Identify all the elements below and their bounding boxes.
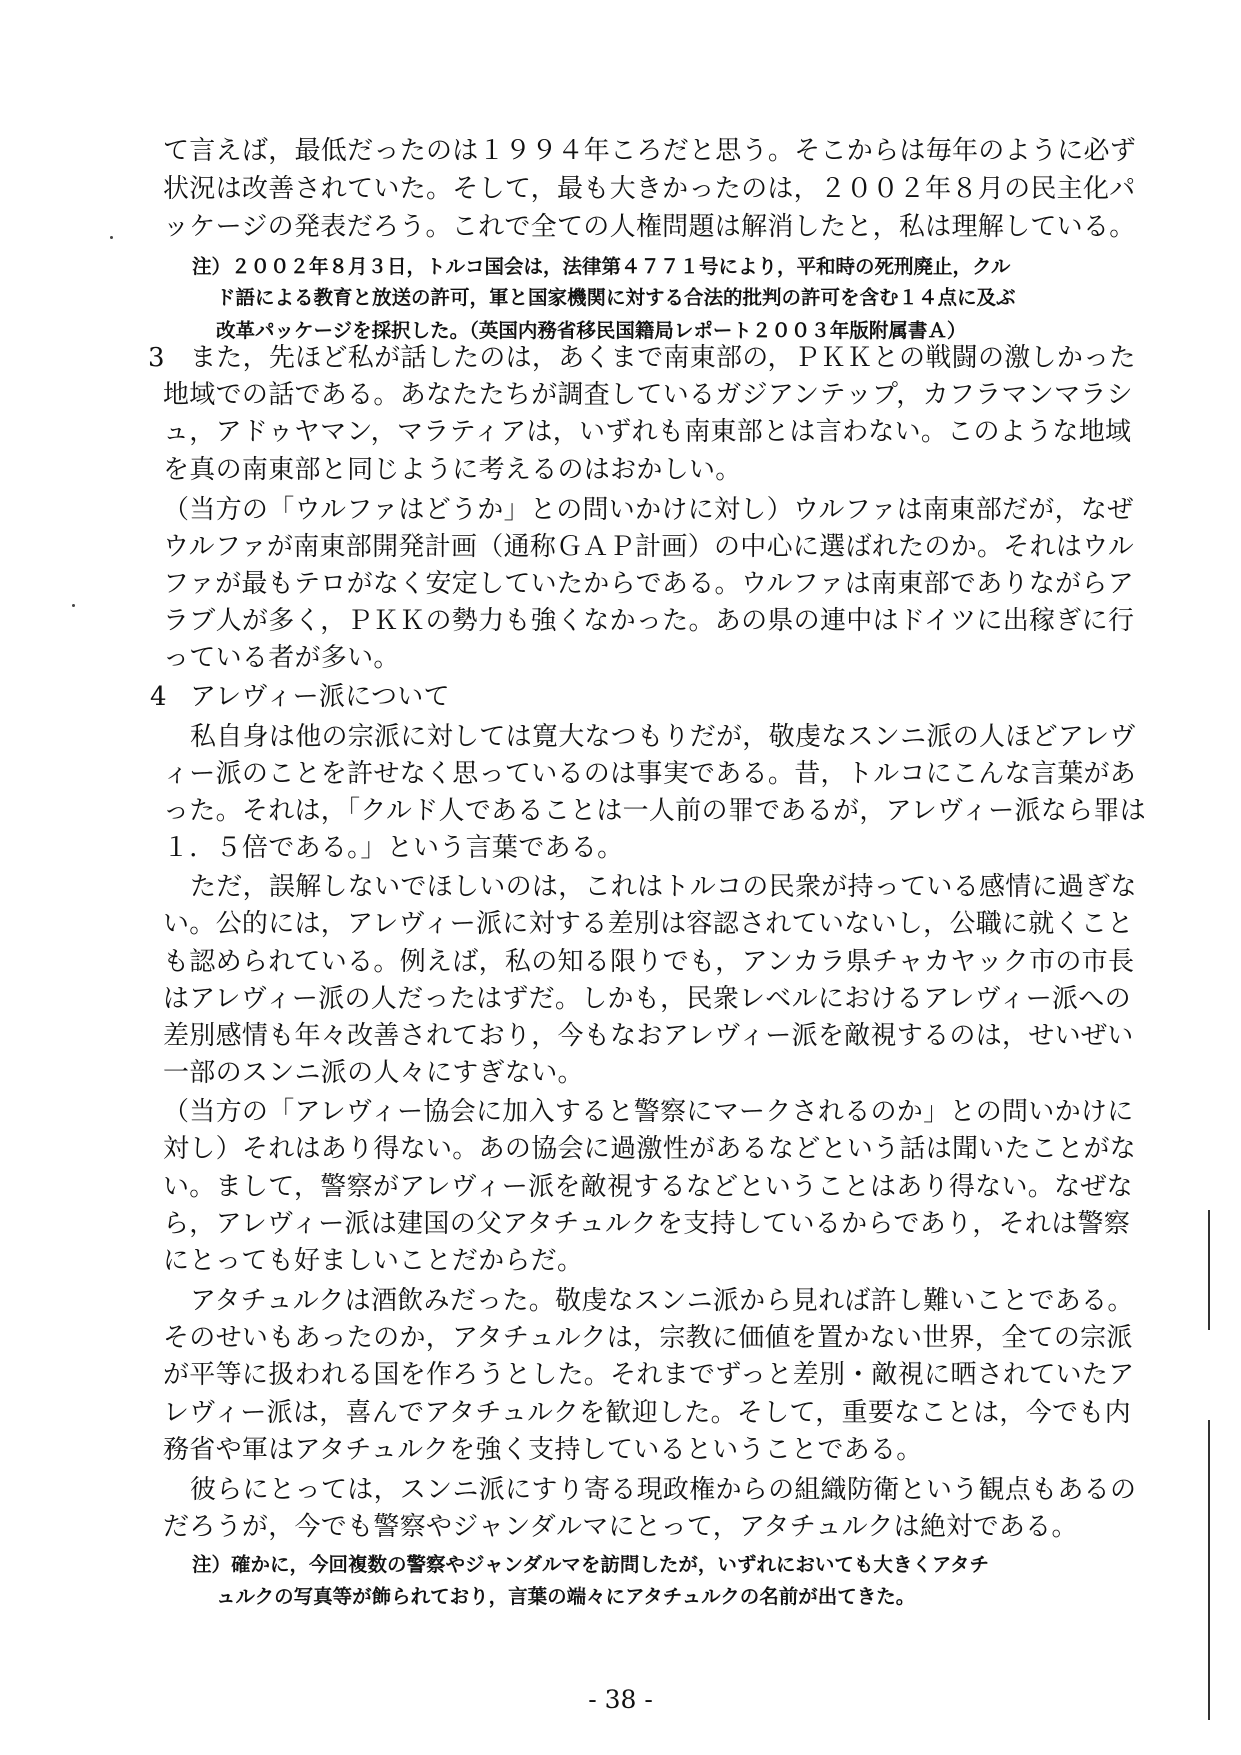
- scan-speck: [72, 604, 75, 607]
- body-text-line: そのせいもあったのか，アタチュルクは，宗教に価値を置かない世界，全ての宗派: [163, 1323, 1133, 1354]
- body-text-line: はアレヴィー派の人だったはずだ。しかも，民衆レベルにおけるアレヴィー派への: [163, 983, 1131, 1014]
- body-text-line: った。それは，「クルド人であることは一人前の罪であるが，アレヴィー派なら罪は: [163, 795, 1147, 826]
- body-text-line: ただ，誤解しないでほしいのは，これはトルコの民衆が持っている感情に過ぎな: [190, 872, 1137, 903]
- body-text-line: 一部のスンニ派の人々にすぎない。: [163, 1058, 584, 1089]
- footnote-line: 注）２００２年８月３日，トルコ国会は，法律第４７７１号により，平和時の死刑廃止，クル: [192, 254, 1011, 278]
- body-text-line: 状況は改善されていた。そして，最も大きかったのは，２００２年８月の民主化パ: [163, 173, 1136, 204]
- body-text-line: 差別感情も年々改善されており，今もなおアレヴィー派を敵視するのは，せいぜい: [163, 1020, 1134, 1051]
- body-text-line: にとっても好ましいことだからだ。: [163, 1246, 584, 1277]
- body-text-line: ッケージの発表だろう。これで全ての人権問題は解消したと，私は理解している。: [163, 211, 1136, 242]
- body-text-line: い。公的には，アレヴィー派に対する差別は容認されていないし，公職に就くこと: [163, 909, 1134, 940]
- body-text-line: 務省や軍はアタチュルクを強く支持しているということである。: [163, 1434, 923, 1465]
- scan-edge-mark: [1208, 1420, 1210, 1720]
- body-text-line: また，先ほど私が話したのは，あくまで南東部の，ＰＫＫとの戦闘の激しかった: [190, 343, 1136, 373]
- body-text-line: ファが最もテロがなく安定していたからである。ウルファは南東部でありながらア: [163, 569, 1135, 599]
- body-text-line: ラブ人が多く，ＰＫＫの勢力も強くなかった。あの県の連中はドイツに出稼ぎに行: [163, 606, 1135, 637]
- body-text-line: ュ，アドゥヤマン，マラティアは，いずれも南東部とは言わない。このような地域: [163, 417, 1132, 448]
- section-number: 3: [148, 343, 165, 373]
- section-heading: アレヴィー派について: [190, 682, 450, 713]
- body-text-line: １．５倍である。」という言葉である。: [163, 833, 624, 864]
- scan-speck: [110, 236, 113, 239]
- body-text-line: ら，アレヴィー派は建国の父アタチュルクを支持しているからであり，それは警察: [163, 1208, 1131, 1239]
- body-text-line: が平等に扱われる国を作ろうとした。それまでずっと差別・敵視に晒されていたア: [163, 1360, 1135, 1391]
- body-text-line: て言えば，最低だったのは１９９４年ころだと思う。そこからは毎年のように必ず: [163, 135, 1137, 166]
- body-text-line: も認められている。例えば，私の知る限りでも，アンカラ県チャカヤック市の市長: [163, 946, 1135, 977]
- body-text-line: 対し）それはあり得ない。あの協会に過激性があるなどという話は聞いたことがな: [163, 1134, 1137, 1165]
- body-text-line: ウルファが南東部開発計画（通称ＧＡＰ計画）の中心に選ばれたのか。それはウル: [163, 531, 1135, 562]
- footnote-line: ュルクの写真等が飾られており，言葉の端々にアタチュルクの名前が出てきた。: [216, 1584, 916, 1608]
- body-text-line: い。まして，警察がアレヴィー派を敵視するなどということはあり得ない。なぜな: [163, 1171, 1133, 1202]
- body-text-line: （当方の「ウルファはどうか」との問いかけに対し）ウルファは南東部だが，なぜ: [163, 494, 1134, 525]
- page-number: - 38 -: [588, 1685, 653, 1714]
- body-text-line: 地域での話である。あなたたちが調査しているガジアンテップ，カフラマンマラシ: [163, 380, 1133, 411]
- footnote-line: 改革パッケージを採択した。（英国内務省移民国籍局レポート２００３年版附属書Ａ）: [216, 318, 967, 342]
- body-text-line: アタチュルクは酒飲みだった。敬虔なスンニ派から見れば許し難いことである。: [190, 1286, 1134, 1317]
- footnote-line: ド語による教育と放送の許可，軍と国家機関に対する合法的批判の許可を含む１４点に及ぶ: [216, 286, 1016, 310]
- footnote-line: 注）確かに，今回複数の警察やジャンダルマを訪問したが，いずれにおいても大きくアタチ: [192, 1552, 989, 1576]
- body-text-line: レヴィー派は，喜んでアタチュルクを歓迎した。そして，重要なことは，今でも内: [163, 1397, 1131, 1428]
- scan-edge-mark: [1208, 1210, 1210, 1330]
- body-text-line: を真の南東部と同じように考えるのはおかしい。: [163, 454, 742, 485]
- body-text-line: だろうが，今でも警察やジャンダルマにとって，アタチュルクは絶対である。: [163, 1512, 1078, 1543]
- body-text-line: （当方の「アレヴィー協会に加入すると警察にマークされるのか」との問いかけに: [163, 1097, 1134, 1128]
- body-text-line: っている者が多い。: [163, 643, 400, 674]
- body-text-line: ィー派のことを許せなく思っているのは事実である。昔，トルコにこんな言葉があ: [163, 758, 1137, 789]
- body-text-line: 私自身は他の宗派に対しては寛大なつもりだが，敬虔なスンニ派の人ほどアレヴ: [190, 721, 1136, 752]
- section-number: 4: [150, 682, 167, 713]
- body-text-line: 彼らにとっては，スンニ派にすり寄る現政権からの組織防衛という観点もあるの: [190, 1474, 1137, 1505]
